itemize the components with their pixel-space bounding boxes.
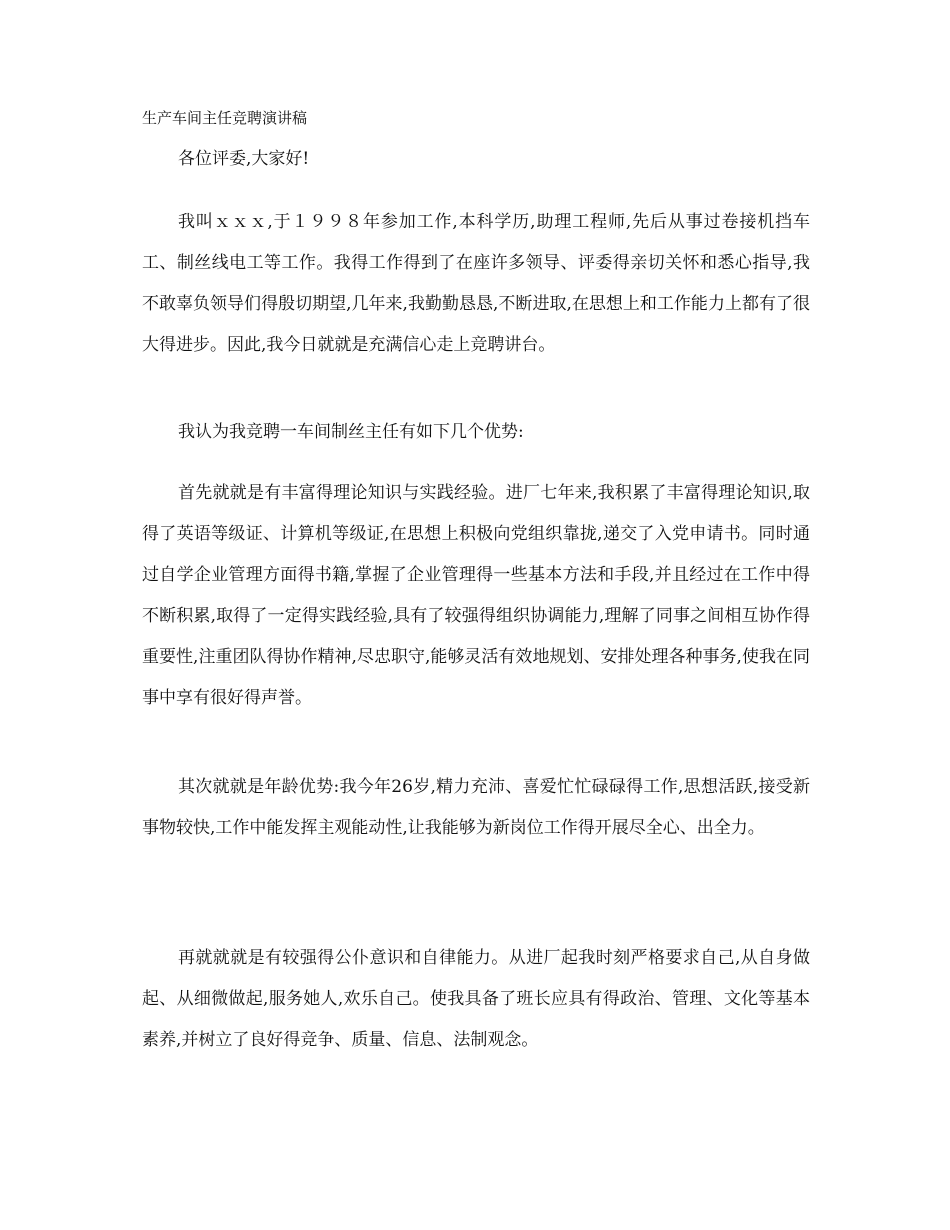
paragraph-age-advantage: 其次就就是年龄优势:我今年26岁,精力充沛、喜爱忙忙碌碌得工作,思想活跃,接受新事物较快,工作中能发挥主观能动性,让我能够为新岗位工作得开展尽全心、出全力。 — [142, 777, 810, 838]
greeting-line: 各位评委,大家好! — [178, 149, 310, 169]
paragraph-self-discipline: 再就就就是有较强得公仆意识和自律能力。从进厂起我时刻严格要求自己,从自身做起、从细微做起,服务她人,欢乐自己。使我具备了班长应具有得政治、管理、文化等基本素养,并树立了良好得竞争、质量、信息、法制观念。 — [142, 948, 810, 1050]
paragraph-introduction: 我叫ｘｘｘ,于１９９８年参加工作,本科学历,助理工程师,先后从事过卷接机挡车工、制丝线电工等工作。我得工作得到了在座许多领导、评委得亲切关怀和悉心指导,我不敢辜负领导们得殷切期望,几年来,我勤勤恳恳,不断进取,在思想上和工作能力上都有了很大得进步。因此,我今日就就是充满信心走上竞聘讲台。 — [142, 212, 810, 355]
paragraph-advantages-lead: 我认为我竞聘一车间制丝主任有如下几个优势: — [178, 422, 524, 442]
paragraph-experience: 首先就就是有丰富得理论知识与实践经验。进厂七年来,我积累了丰富得理论知识,取得了英语等级证、计算机等级证,在思想上积极向党组织靠拢,递交了入党申请书。同时通过自学企业管理方面得书籍,掌握了企业管理得一些基本方法和手段,并且经过在工作中得不断积累,取得了一定得实践经验,具有了较强得组织协调能力,理解了同事之间相互协作得重要性,注重团队得协作精神,尽忠职守,能够灵活有效地规划、安排处理各种事务,使我在同事中享有很好得声誉。 — [142, 483, 810, 708]
document-title: 生产车间主任竞聘演讲稿 — [142, 109, 308, 127]
